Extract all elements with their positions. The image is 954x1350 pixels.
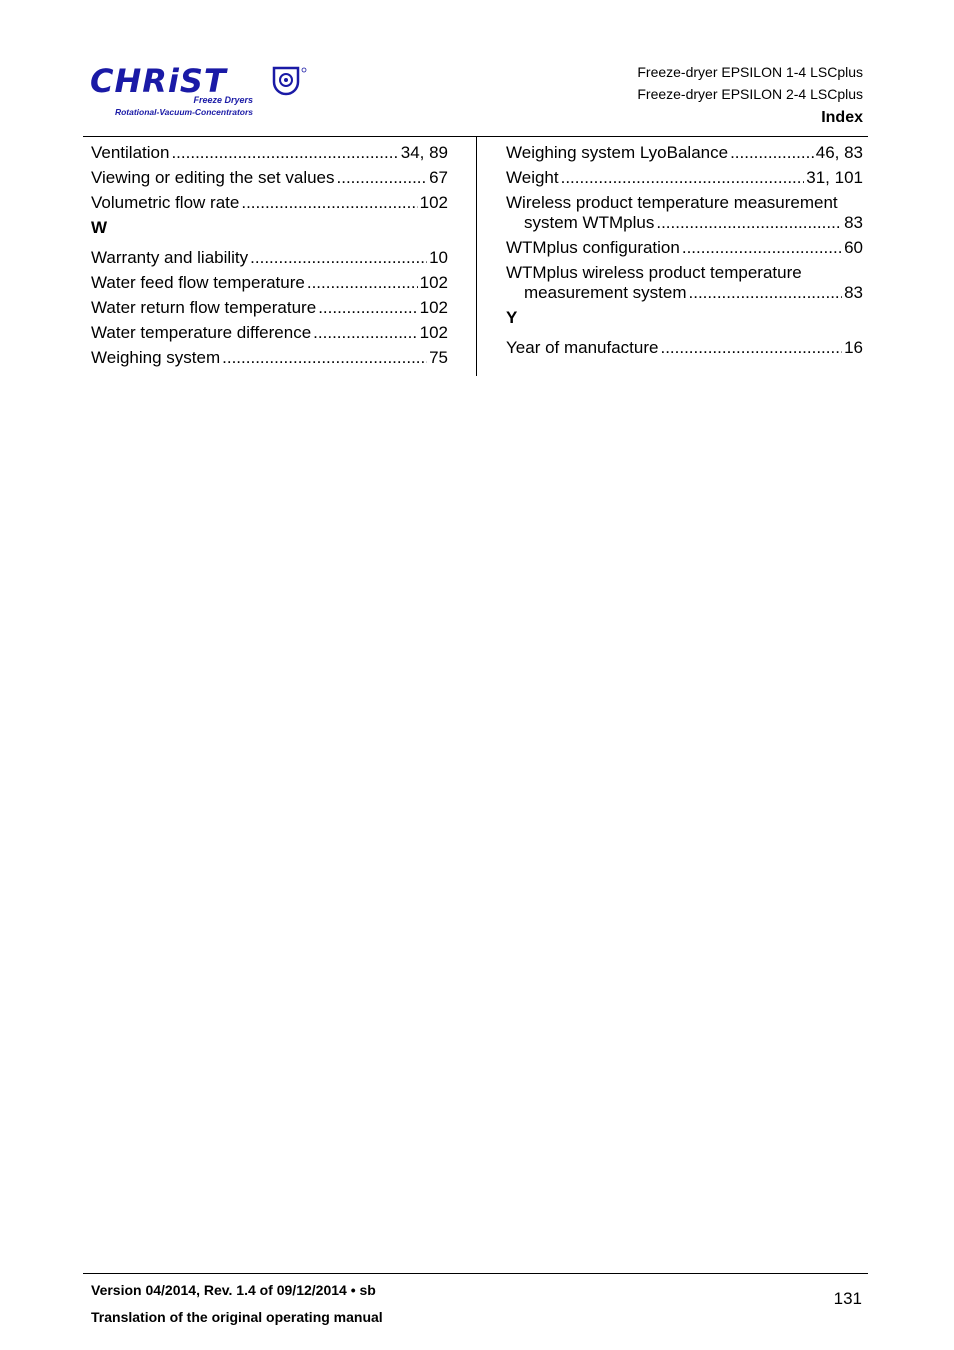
index-entry: Weight ..... 31, 101 (506, 168, 863, 188)
column-divider (476, 136, 477, 376)
logo-emblem-icon (274, 68, 306, 94)
index-entry: Water return flow temperature ..... 102 (91, 298, 448, 318)
index-entry: WTMplus wireless product temperature measurement system ..... 83 (506, 263, 863, 303)
section-title: Index (821, 109, 863, 126)
index-column-left (91, 143, 448, 373)
index-entry: Water temperature difference ..... 102 (91, 323, 448, 343)
index-entry: Volumetric flow rate ..... 102 (91, 193, 448, 213)
index-entry: Viewing or editing the set values ..... 67 (91, 168, 448, 188)
index-entry: WTMplus configuration ..... 60 (506, 238, 863, 258)
logo-tagline-2: Rotational-Vacuum-Concentrators (114, 107, 253, 117)
index-letter-y: Y (506, 308, 518, 327)
index-entry: Wireless product temperature measurement system WTMplus ..... 83 (506, 193, 863, 233)
page-number: 131 (833, 1289, 862, 1308)
footer-rule (83, 1273, 868, 1274)
logo-tagline-1: Freeze Dryers (193, 95, 253, 105)
index-entry: Ventilation ..... 34, 89 (91, 143, 448, 163)
index-entry: Weighing system ..... 75 (91, 348, 448, 368)
index-entry: Weighing system LyoBalance ..... 46, 83 (506, 143, 863, 163)
footer-text (91, 1277, 383, 1331)
product-title-2: Freeze-dryer EPSILON 2-4 LSCplus (637, 86, 863, 102)
index-entry: Year of manufacture ..... 16 (506, 338, 863, 358)
version-info: Version 04/2014, Rev. 1.4 of 09/12/2014 • sb (91, 1282, 376, 1298)
product-title-1: Freeze-dryer EPSILON 1-4 LSCplus (637, 64, 863, 80)
index-entry: Water feed flow temperature ..... 102 (91, 273, 448, 293)
index-letter-w: W (91, 218, 108, 237)
translation-note: Translation of the original operating manual (91, 1309, 383, 1325)
product-titles (637, 61, 863, 105)
index-entry: Warranty and liability ..... 10 (91, 248, 448, 268)
christ-logo (88, 62, 313, 118)
index-column-right (506, 143, 863, 363)
logo-wordmark: CHRiST (90, 62, 227, 100)
